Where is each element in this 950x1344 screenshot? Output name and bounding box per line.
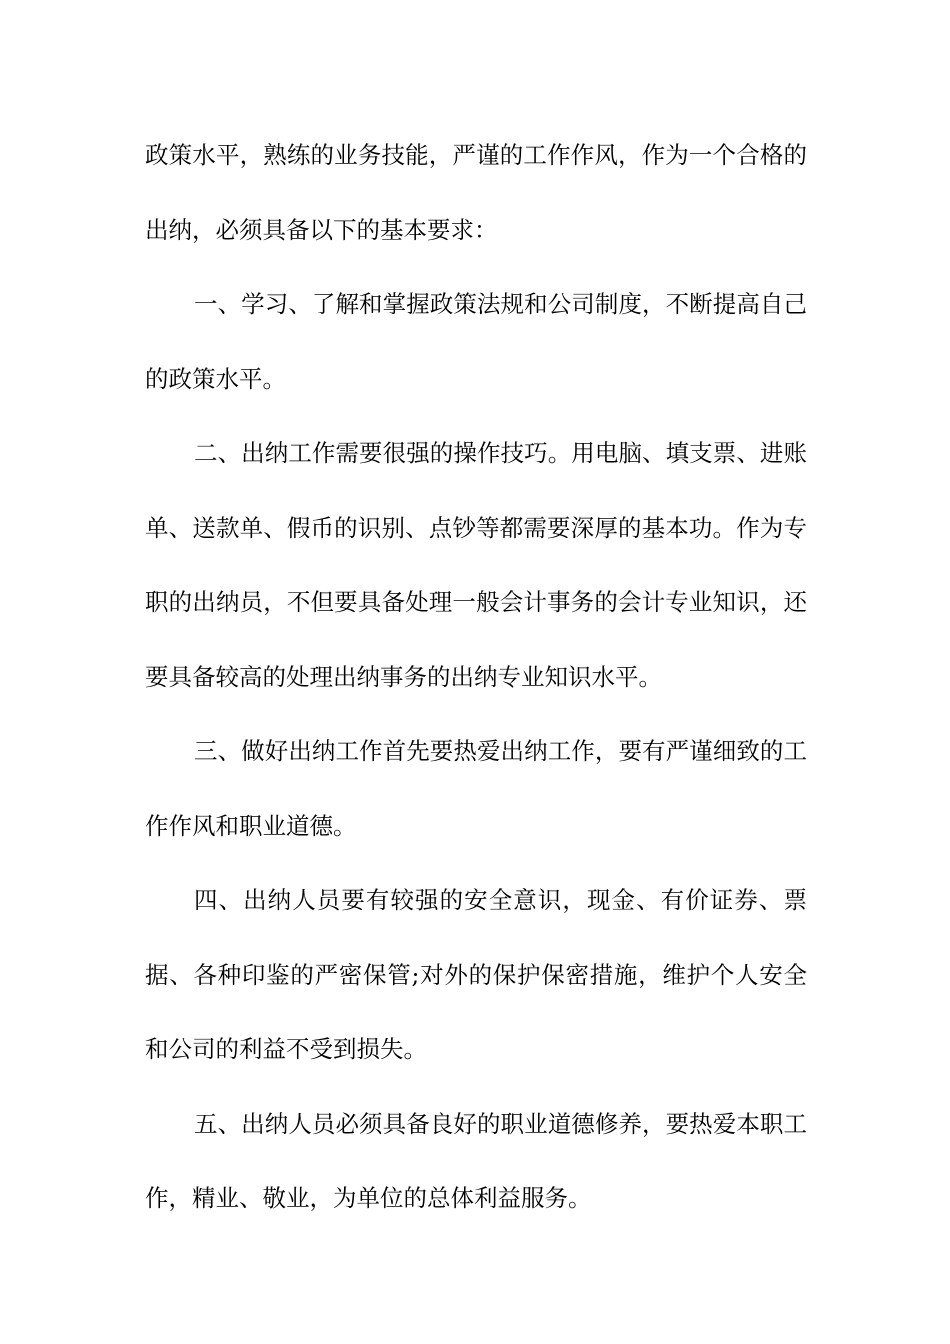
paragraph-requirement-2: 二、出纳工作需要很强的操作技巧。用电脑、填支票、进账单、送款单、假币的识别、点钞等都需要深厚的基本功。作为专职的出纳员，不但要具备处理一般会计事务的会计专业知识，还要具备较高的处理出纳事务的出纳专业知识水平。: [145, 439, 807, 691]
paragraph-intro-continuation: 政策水平，熟练的业务技能，严谨的工作作风，作为一个合格的出纳，必须具备以下的基本要求：: [145, 141, 807, 244]
document-body: [145, 118, 807, 1236]
paragraph-requirement-5: 五、出纳人员必须具备良好的职业道德修养，要热爱本职工作，精业、敬业，为单位的总体利益服务。: [145, 1109, 807, 1212]
paragraph-requirement-1: 一、学习、了解和掌握政策法规和公司制度，不断提高自己的政策水平。: [145, 290, 807, 393]
paragraph-requirement-4: 四、出纳人员要有较强的安全意识，现金、有价证券、票据、各种印鉴的严密保管;对外的保护保密措施，维护个人安全和公司的利益不受到损失。: [145, 886, 807, 1063]
paragraph-requirement-3: 三、做好出纳工作首先要热爱出纳工作，要有严谨细致的工作作风和职业道德。: [145, 737, 807, 840]
